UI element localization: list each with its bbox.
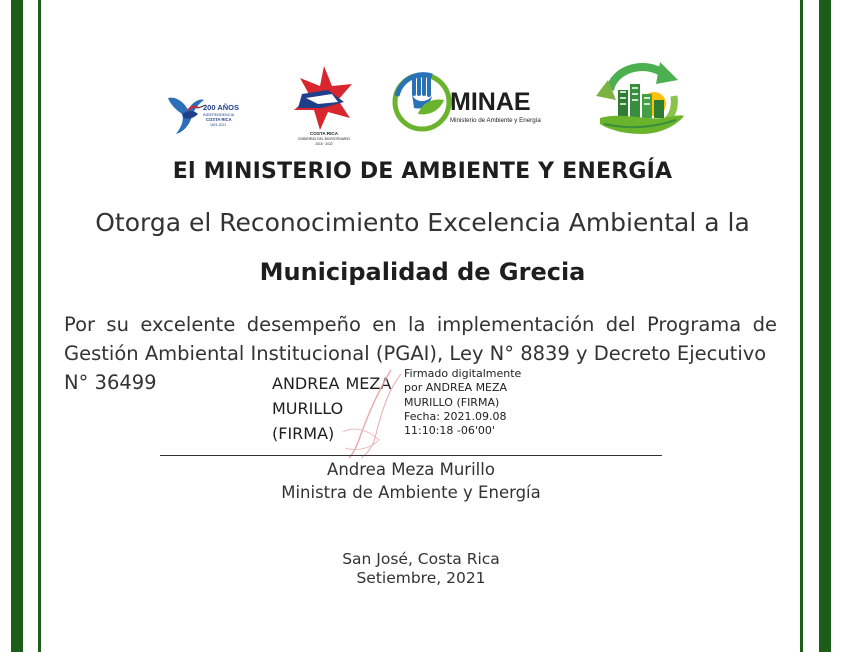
minae-hand-leaf-icon	[395, 75, 449, 129]
recycle-city-hands-icon	[590, 60, 690, 142]
signature-detail-line: Firmado digitalmente	[404, 367, 522, 380]
digital-signature-mark-icon	[335, 368, 405, 460]
hummingbird-icon	[168, 98, 206, 134]
signature-detail-line: Fecha: 2021.09.08	[404, 409, 507, 423]
signature-name-line: (FIRMA)	[272, 424, 335, 443]
minae-logo	[392, 70, 554, 136]
bicentenario-number: 200 AÑOS	[203, 103, 239, 112]
signature-detail-line: 11:10:18 -06'00'	[404, 424, 495, 438]
signer-title: Ministra de Ambiente y Energía	[281, 483, 541, 502]
reason-main-text: Por su excelente desempeño en la implementación del Programa de Gestión Ambiental Institucional (PGAI), Ley N° 8839 y Decreto Ejecutivo	[64, 313, 777, 365]
signer-block	[160, 458, 662, 504]
bicentenario-line2: COSTA RICA	[206, 117, 232, 122]
signature-line	[160, 455, 662, 456]
signature-name-line: MURILLO	[272, 399, 344, 418]
signature-detail-line: MURILLO (FIRMA)	[404, 395, 500, 409]
reason-decree-number: N° 36499	[64, 371, 157, 394]
gobierno-bicentenario-logo	[288, 64, 360, 148]
signer-name: Andrea Meza Murillo	[327, 460, 495, 479]
minae-tagline: Ministerio de Ambiente y Energía	[450, 117, 541, 124]
place-and-date	[160, 550, 682, 588]
signature-name-line: ANDREA MEZA	[272, 374, 392, 393]
gobierno-line1: COSTA RICA	[309, 131, 339, 136]
certificate-recipient: Municipalidad de Grecia	[259, 258, 586, 286]
signature-detail-line: por ANDREA MEZA	[404, 381, 508, 395]
location-date: Setiembre, 2021	[356, 569, 486, 587]
star-icon	[294, 66, 352, 130]
certificate-statement: Otorga el Reconocimiento Excelencia Ambiental a la	[95, 208, 750, 237]
bicentenario-years: 1821-2021	[210, 123, 227, 127]
location-city: San José, Costa Rica	[342, 550, 500, 568]
minae-name: MINAE	[450, 88, 531, 116]
digital-signature-details	[404, 367, 544, 438]
certificate-issuer: El MINISTERIO DE AMBIENTE Y ENERGÍA	[172, 159, 673, 184]
bicentenario-logo	[162, 80, 248, 138]
gobierno-line2: GOBIERNO DEL BICENTENARIO	[297, 137, 351, 141]
bicentenario-line1: INDEPENDENCIA	[203, 113, 235, 117]
logos-row	[0, 60, 845, 150]
gobierno-years: 2018 · 2022	[315, 142, 333, 146]
